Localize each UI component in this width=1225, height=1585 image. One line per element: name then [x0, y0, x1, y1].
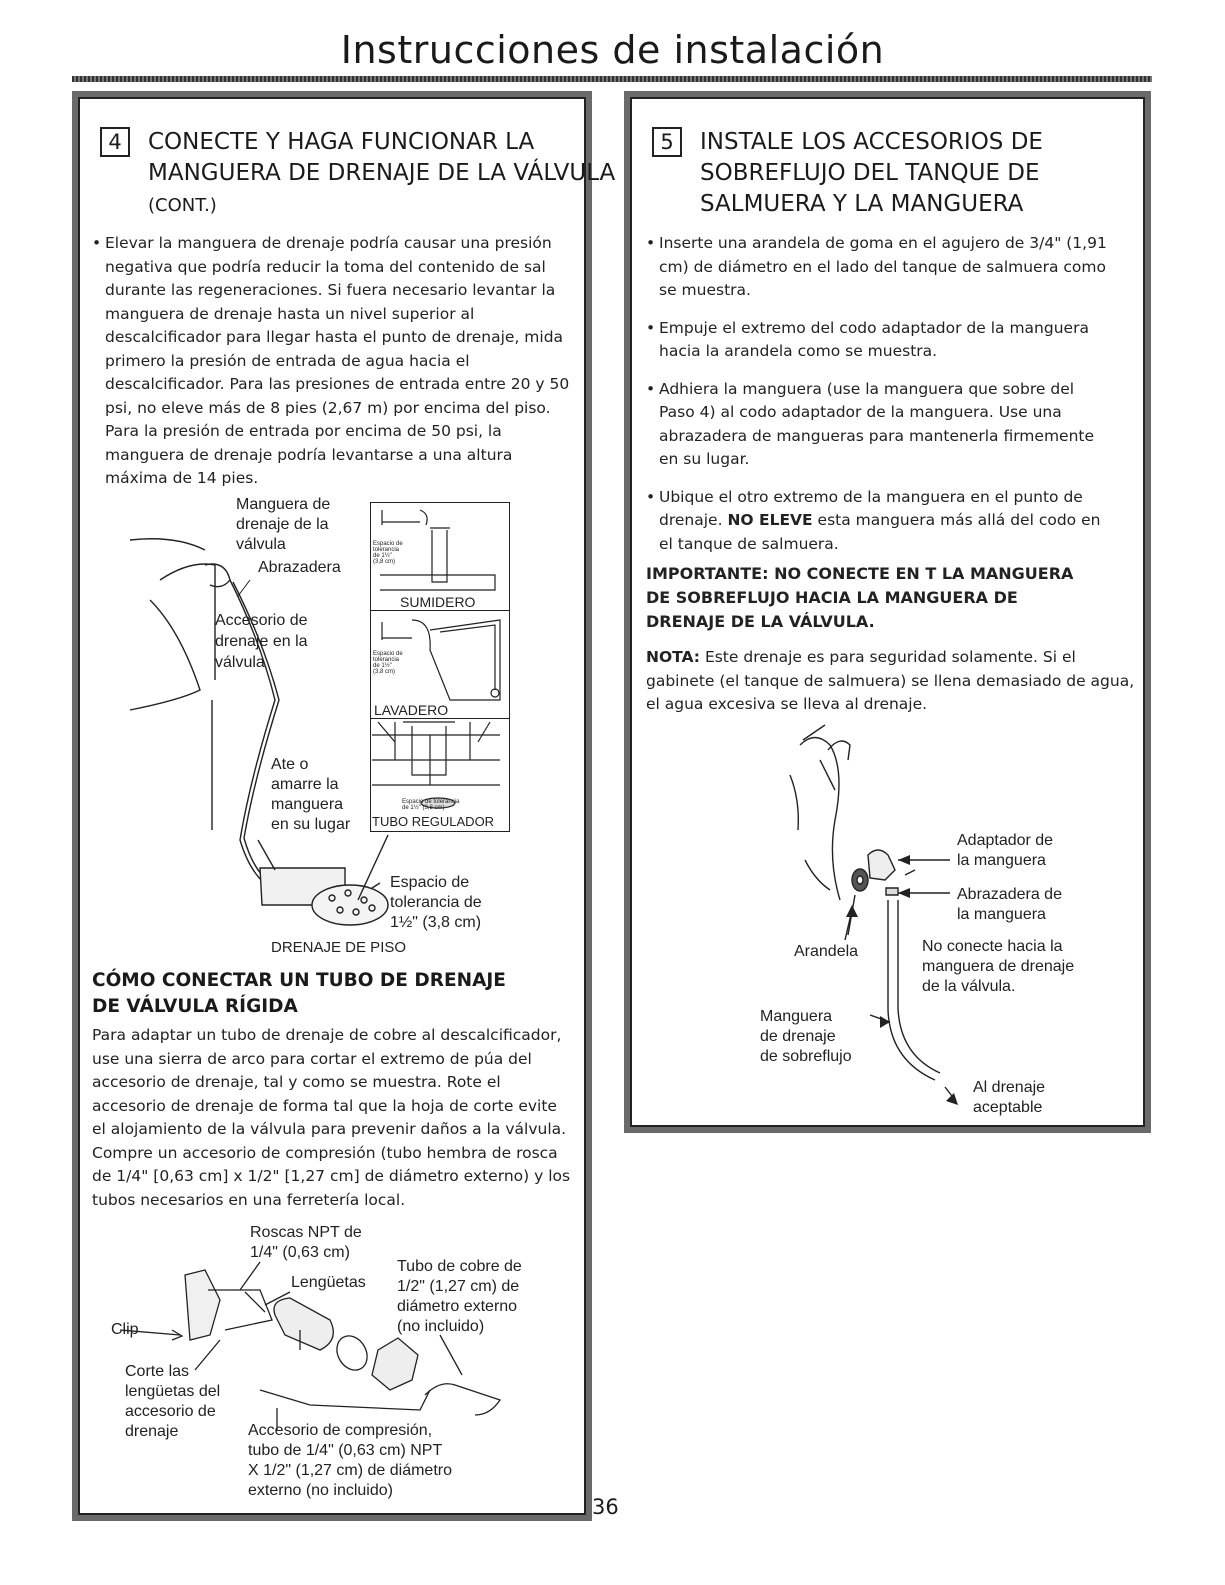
- step-5-title-line1: INSTALE LOS ACCESORIOS DE: [700, 129, 1043, 155]
- adapter-label: Adaptador de la manguera: [957, 832, 1054, 869]
- page-number: 36: [592, 1495, 619, 1519]
- step-5-bullet-1: • Inserte una arandela de goma en el agujero de 3/4" (1,91 cm) de diámetro en el lado del tanque de salmuera como se muestra.: [646, 232, 1111, 303]
- step-4-title-cont: (CONT.): [148, 195, 217, 216]
- step-5-title-line3: SALMUERA Y LA MANGUERA: [700, 191, 1024, 217]
- step-5-title-line2: SOBREFLUJO DEL TANQUE DE: [700, 160, 1040, 186]
- step-5-number: 5: [652, 127, 682, 157]
- fitting-label: Accesorio de drenaje en la válvula: [215, 612, 308, 671]
- important-note: IMPORTANTE: NO CONECTE EN T LA MANGUERA DE SOBREFLUJO HACIA LA MANGUERA DE DRENAJE DE LA VÁLVULA.: [646, 564, 1074, 631]
- rigid-drain-text: Para adaptar un tubo de drenaje de cobre al descalcificador, use una sierra de arco para cortar el extremo de púa del accesorio de drenaje, tal y como se muestra. Rote el accesorio de drenaje de forma tal que la hoja de corte evite el alojamiento de la válvula para prevenir daños a la válvula. Compre un accesorio de compresión (tubo hembra de rosca de 1/4" [0,63 cm] x 1/2" [1,27 cm] de diámetro externo) y los tubos necesarios en una ferretería local.: [92, 1026, 571, 1209]
- hose-label: Manguera de drenaje de la válvula: [236, 496, 331, 553]
- washer-label: Arandela: [794, 943, 859, 960]
- page-title: Instrucciones de instalación: [340, 28, 885, 72]
- gap-label: Espacio de tolerancia de 1½" (3,8 cm): [390, 874, 482, 931]
- copper-tube-label: Tubo de cobre de 1/2" (1,27 cm) de diámetro externo (no incluido): [397, 1258, 522, 1335]
- step-4-title-line1: CONECTE Y HAGA FUNCIONAR LA: [148, 129, 535, 155]
- hose-clamp-label: Abrazadera de la manguera: [957, 886, 1062, 923]
- rigid-title-line1: CÓMO CONECTAR UN TUBO DE DRENAJE: [92, 970, 506, 991]
- floor-drain-caption: DRENAJE DE PISO: [271, 939, 407, 956]
- sumidero-label: SUMIDERO: [400, 594, 476, 610]
- roscas-label: Roscas NPT de 1/4" (0,63 cm): [250, 1224, 362, 1261]
- nota-label: NOTA:: [646, 648, 701, 666]
- step-5-bullet-4: • Ubique el otro extremo de la manguera en el punto de drenaje. NO ELEVE esta manguera más allá del codo en el tanque de salmuera.: [646, 486, 1111, 557]
- lenguetas-label: Lengüetas: [291, 1274, 366, 1291]
- sumidero-gap-label: Espacio de tolerancia de 1½" (3,8 cm): [373, 541, 403, 565]
- overflow-hose-label: Manguera de drenaje de sobreflujo: [760, 1008, 852, 1065]
- do-not-connect-label: No conecte hacia la manguera de drenaje de la válvula.: [922, 938, 1075, 995]
- tie-label: Ate o amarre la manguera en su lugar: [271, 756, 351, 833]
- lavadero-label: LAVADERO: [374, 702, 449, 718]
- compression-fitting-label: Accesorio de compresión, tubo de 1/4" (0,63 cm) NPT X 1/2" (1,27 cm) de diámetro externo (no incluido): [248, 1422, 452, 1499]
- cut-tabs-label: Corte las lengüetas del accesorio de drenaje: [125, 1363, 221, 1440]
- no-eleve-warning: NO ELEVE: [727, 511, 813, 529]
- lavadero-gap-label: Espacio de tolerancia de 1½" (3,8 cm): [373, 651, 403, 675]
- nota-text: Este drenaje es para seguridad solamente. Si el gabinete (el tanque de salmuera) se llena demasiado de agua, el agua excesiva se lleva al drenaje.: [646, 648, 1135, 713]
- tubo-label: TUBO REGULADOR: [372, 814, 495, 829]
- step-4-number: 4: [100, 127, 130, 157]
- clip-label: Clip: [111, 1321, 139, 1338]
- rigid-title-line2: DE VÁLVULA RÍGIDA: [92, 996, 298, 1017]
- clamp-label: Abrazadera: [258, 559, 341, 576]
- step-4-bullet-1: • Elevar la manguera de drenaje podría causar una presión negativa que podría reducir la toma del contenido de sal durante las regeneraciones. Si fuera necesario levantar la manguera de drenaje hasta un nivel superior al descalcificador para llegar hasta el punto de drenaje, mida primero la presión de entrada de agua hacia el descalcificador. Para las presiones de entrada entre 20 y 50 psi, no eleve más de 8 pies (2,67 m) por encima del piso. Para la presión de entrada por encima de 50 psi, la manguera de drenaje podría levantarse a una altura máxima de 14 pies.: [92, 232, 574, 491]
- step-5-bullet-3: • Adhiera la manguera (use la manguera que sobre del Paso 4) al codo adaptador de la manguera. Use una abrazadera de mangueras para mantenerla firmemente en su lugar.: [646, 378, 1111, 472]
- step-5-bullet-2: • Empuje el extremo del codo adaptador de la manguera hacia la arandela como se muestra.: [646, 317, 1111, 364]
- tubo-gap-label: Espacio de tolerancia de 1½" (3,8 cm): [402, 799, 460, 811]
- step-4-title-line2: MANGUERA DE DRENAJE DE LA VÁLVULA: [148, 160, 616, 186]
- to-drain-label: Al drenaje aceptable: [973, 1079, 1046, 1116]
